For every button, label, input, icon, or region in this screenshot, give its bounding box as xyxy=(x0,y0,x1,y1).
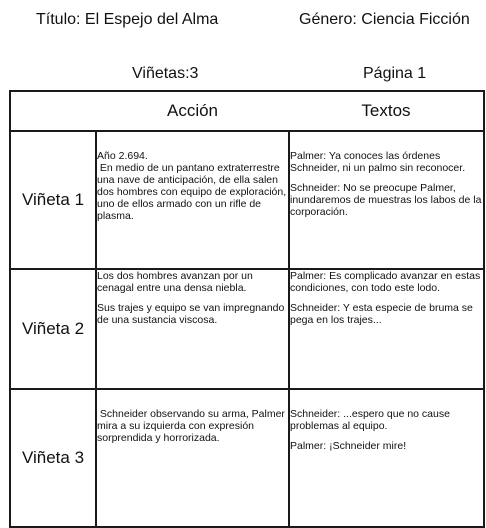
column-header-texts: Textos xyxy=(289,91,484,131)
script-table xyxy=(9,90,485,528)
page-number: Página 1 xyxy=(363,65,427,82)
script-title: Título: El Espejo del Alma xyxy=(36,11,219,28)
action-text: Los dos hombres avanzan por un cenagal entre una densa niebla. xyxy=(97,270,256,294)
script-genre: Género: Ciencia Ficción xyxy=(299,11,470,28)
dialogue-text: Palmer: Es complicado avanzar en estas condiciones, con todo este lodo. xyxy=(290,270,484,294)
row-label: Viñeta 1 xyxy=(10,131,96,269)
table-header-row xyxy=(10,91,484,131)
header-corner-cell xyxy=(10,91,96,131)
action-text: Schneider observando su arma, Palmer mira a su izquierda con expresión sorprendida y horrorizada. xyxy=(97,408,288,444)
texts-cell xyxy=(289,269,484,389)
table-row xyxy=(10,131,484,269)
row-label: Viñeta 3 xyxy=(10,389,96,527)
dialogue-text: Schneider: ...espero que no cause problemas al equipo. xyxy=(290,408,453,432)
dialogue-text: Palmer: ¡Schneider mire! xyxy=(290,440,407,452)
panel-count: Viñetas:3 xyxy=(132,65,199,82)
dialogue-text: Schneider: No se preocupe Palmer, inundaremos de muestras los labos de la corporación. xyxy=(290,182,485,218)
action-cell xyxy=(96,389,289,527)
texts-cell xyxy=(289,389,484,527)
dialogue-text: Schneider: Y esta especie de bruma se pega en los trajes... xyxy=(290,302,476,326)
dialogue-text: Palmer: Ya conoces las órdenes Schneider, ni un palmo sin reconocer. xyxy=(290,150,466,174)
table-row xyxy=(10,389,484,527)
texts-cell xyxy=(289,131,484,269)
action-text: Año 2.694. En medio de un pantano extraterrestre una nave de anticipación, de ella salen dos hombres con equipo de exploración, uno de ellos armado con un rifle de plasma. xyxy=(97,150,287,222)
action-cell xyxy=(96,131,289,269)
row-label: Viñeta 2 xyxy=(10,269,96,389)
table-row xyxy=(10,269,484,389)
action-text: Sus trajes y equipo se van impregnando de una sustancia viscosa. xyxy=(97,302,288,326)
column-header-action: Acción xyxy=(96,91,289,131)
action-cell xyxy=(96,269,289,389)
